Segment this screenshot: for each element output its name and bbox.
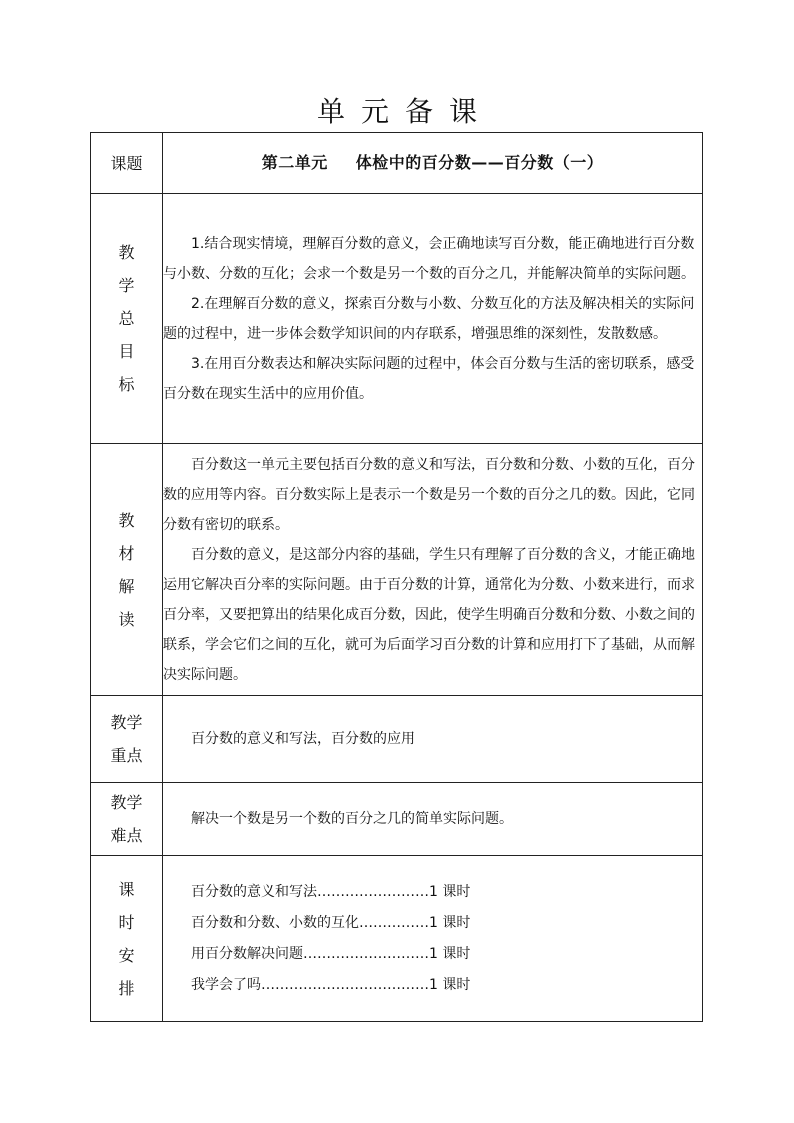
goals-label-char: 学 (118, 276, 135, 295)
goals-row (91, 194, 703, 444)
goals-content (163, 194, 703, 444)
material-paragraph: 百分数这一单元主要包括百分数的意义和写法，百分数和分数、小数的互化，百分数的应用等内容。百分数实际上是表示一个数是另一个数的百分之几的数。因此，它同分数有密切的联系。 (163, 456, 695, 533)
material-row (91, 444, 703, 696)
topic-row (91, 133, 703, 194)
key-points-row (91, 696, 703, 783)
material-label-char: 读 (118, 609, 135, 629)
difficulties-text: 解决一个数是另一个数的百分之几的简单实际问题。 (191, 811, 513, 827)
key-points-label (91, 696, 163, 783)
material-content (163, 444, 703, 696)
schedule-label-char: 课 (118, 879, 135, 899)
goals-label-char: 教 (118, 243, 135, 262)
difficulties-label (91, 783, 163, 856)
schedule-label-char: 安 (118, 945, 135, 965)
material-label-char: 教 (118, 510, 135, 530)
topic-title-cell (163, 133, 703, 194)
goals-label (91, 194, 163, 444)
schedule-label-char: 排 (118, 978, 135, 998)
goal-paragraph: 1.结合现实情境，理解百分数的意义，会正确地读写百分数，能正确地进行百分数与小数、分数的互化；会求一个数是另一个数的百分之几，并能解决简单的实际问题。 (163, 235, 695, 282)
lesson-title: 体检中的百分数——百分数（一） (355, 153, 604, 172)
schedule-label-char: 时 (118, 912, 135, 932)
key-points-label-line: 教学 (110, 713, 143, 732)
goal-paragraph: 3.在用百分数表达和解决实际问题的过程中，体会百分数与生活的密切联系，感受百分数在现实生活中的应用价值。 (163, 355, 695, 402)
page-title: 单元备课 (316, 95, 493, 128)
difficulties-label-line: 难点 (110, 826, 143, 845)
schedule-label (91, 856, 163, 1022)
goal-paragraph: 2.在理解百分数的意义，探索百分数与小数、分数互化的方法及解决相关的实际问题的过程中，进一步体会数学知识间的内存联系，增强思维的深刻性，发散数感。 (163, 295, 695, 342)
key-points-text: 百分数的意义和写法，百分数的应用 (191, 731, 415, 747)
schedule-item: 我学会了吗………………………………1 课时 (191, 976, 471, 993)
schedule-item: 用百分数解决问题………………………1 课时 (191, 945, 471, 962)
topic-label: 课题 (91, 133, 163, 194)
material-label (91, 444, 163, 696)
difficulties-row (91, 783, 703, 856)
schedule-item: 百分数和分数、小数的互化……………1 课时 (191, 914, 471, 931)
goals-label-char: 总 (118, 309, 135, 328)
schedule-row (91, 856, 703, 1022)
lesson-plan-table (90, 132, 703, 1022)
schedule-content (163, 856, 703, 1022)
difficulties-content (163, 783, 703, 856)
goals-label-char: 标 (118, 375, 135, 394)
schedule-item: 百分数的意义和写法……………………1 课时 (191, 883, 471, 900)
difficulties-label-line: 教学 (110, 793, 143, 812)
key-points-label-line: 重点 (110, 746, 143, 765)
material-paragraph: 百分数的意义，是这部分内容的基础，学生只有理解了百分数的含义，才能正确地运用它解决百分率的实际问题。由于百分数的计算，通常化为分数、小数来进行，而求百分率，又要把算出的结果化成百分数，因此，使学生明确百分数和分数、小数之间的联系，学会它们之间的互化，就可为后面学习百分数的计算和应用打下了基础，从而解决实际问题。 (163, 546, 695, 683)
unit-name: 第二单元 (261, 153, 328, 172)
material-label-char: 材 (118, 543, 135, 563)
goals-label-char: 目 (118, 342, 135, 361)
material-label-char: 解 (118, 576, 135, 596)
key-points-content (163, 696, 703, 783)
